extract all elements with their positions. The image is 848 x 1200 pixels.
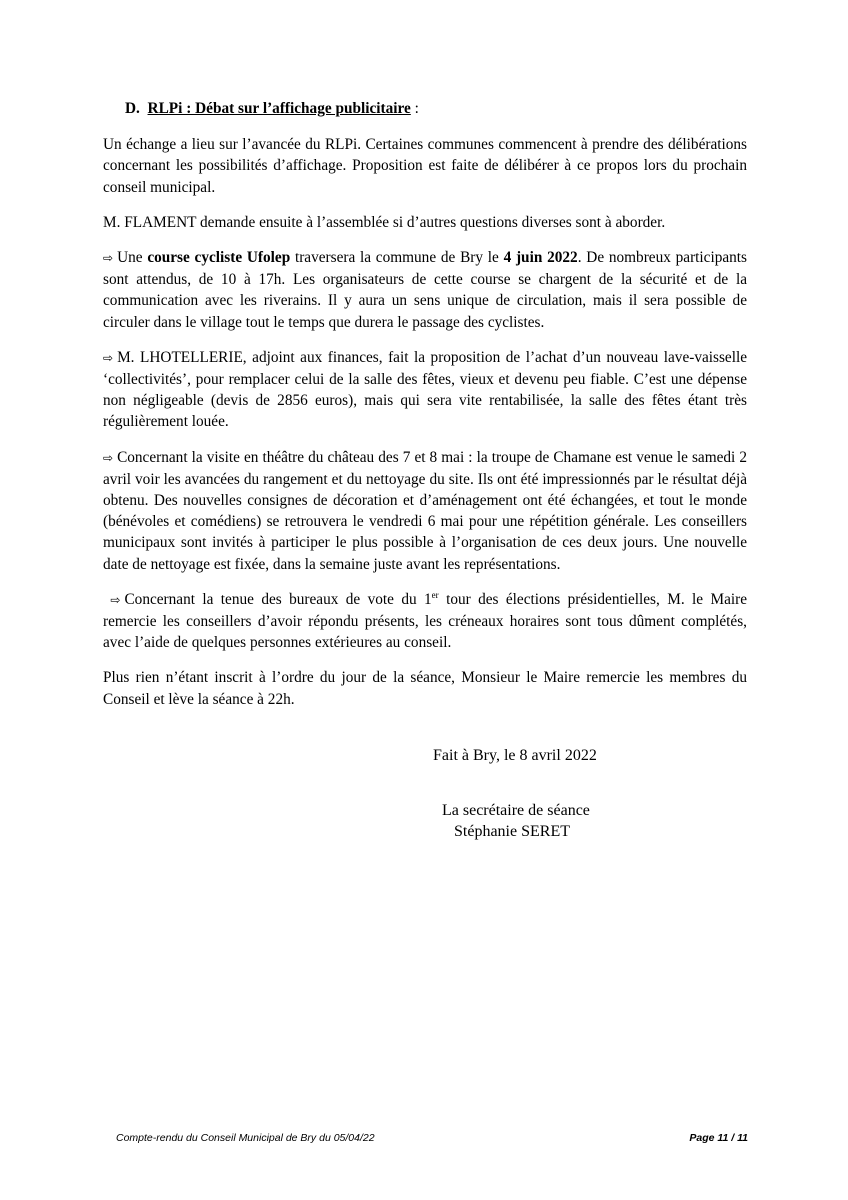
- superscript: er: [431, 589, 439, 600]
- paragraph-questions: M. FLAMENT demande ensuite à l’assemblée si d’autres questions diverses sont à aborder.: [103, 213, 666, 231]
- paragraph-lave-vaisselle: [103, 347, 747, 433]
- section-title: RLPi : Débat sur l’affichage publicitaire: [147, 100, 411, 117]
- secretary-name: Stéphanie SERET: [454, 823, 570, 840]
- paragraph-elections: [103, 589, 747, 654]
- place-date: Fait à Bry, le 8 avril 2022: [433, 747, 597, 764]
- text-fragment: M. LHOTELLERIE, adjoint aux finances, fait la proposition de l’achat d’un nouveau lave-vaisselle ‘collectivités’, pour remplacer celui de la salle des fêtes, vieux et devenu peu fiable. C’est une dépense non négligeable (devis de 2856 euros), mais qui sera vite rentabilisée, la salle des fêtes étant très régulièrement louée.: [103, 348, 747, 431]
- event-date: 4 juin 2022: [503, 249, 578, 267]
- text-fragment: traversera la commune de Bry le: [290, 249, 504, 267]
- paragraph-rlpi: Un échange a lieu sur l’avancée du RLPi. Certaines communes commencent à prendre des délibérations concernant les possibilités d’affichage. Proposition est faite de délibérer à ce propos lors du prochain conseil municipal.: [103, 136, 747, 196]
- footer-document-title: Compte-rendu du Conseil Municipal de Bry du 05/04/22: [116, 1132, 375, 1144]
- text-fragment: . De nombreux participants sont attendus, de 10 à 17h. Les organisateurs de cette course se chargent de la sécurité et de la communication avec les riverains. Il y aura un sens unique de circulation, mais il sera possible de circuler dans le village tout le temps que durera le passage des cyclistes.: [103, 249, 747, 331]
- text-fragment: tour des élections présidentielles, M. le Maire remercie les conseillers d’avoir répondu présents, les créneaux horaires sont tous dûment complétés, avec l’aide de quelques personnes extérieures au conseil.: [103, 590, 747, 652]
- arrow-right-icon: ⇨: [103, 450, 114, 465]
- arrow-right-icon: ⇨: [110, 592, 121, 607]
- paragraph-theatre: [103, 447, 747, 575]
- paragraph-cloture: Plus rien n’étant inscrit à l’ordre du jour de la séance, Monsieur le Maire remercie les membres du Conseil et lève la séance à 22h.: [103, 669, 747, 708]
- page-content: [103, 98, 747, 724]
- text-fragment: Concernant la visite en théâtre du château des 7 et 8 mai : la troupe de Chamane est venue le samedi 2 avril voir les avancées du rangement et du nettoyage du site. Ils ont été impressionnés par le résultat déjà obtenu. Des nouvelles consignes de décoration et d’aménagement ont été échangées, et tout le monde (bénévoles et comédiens) se retrouvera le vendredi 6 mai pour une répétition générale. Les conseillers municipaux sont invités à participer le plus possible à l’organisation de ces deux jours. Une nouvelle date de nettoyage est fixée, dans la semaine juste avant les représentations.: [103, 448, 747, 573]
- arrow-right-icon: ⇨: [103, 251, 114, 266]
- event-name: course cycliste Ufolep: [147, 249, 291, 267]
- paragraph-course-cycliste: [103, 247, 747, 333]
- arrow-right-icon: ⇨: [103, 350, 114, 365]
- text-fragment: Une: [117, 249, 148, 267]
- section-heading: [125, 98, 747, 119]
- text-fragment: Concernant la tenue des bureaux de vote du 1: [124, 590, 432, 608]
- footer-page-number: Page 11 / 11: [689, 1132, 748, 1144]
- section-colon: :: [410, 100, 419, 117]
- section-letter: D.: [125, 100, 140, 117]
- secretary-role: La secrétaire de séance: [442, 802, 590, 819]
- page-footer: [116, 1132, 748, 1148]
